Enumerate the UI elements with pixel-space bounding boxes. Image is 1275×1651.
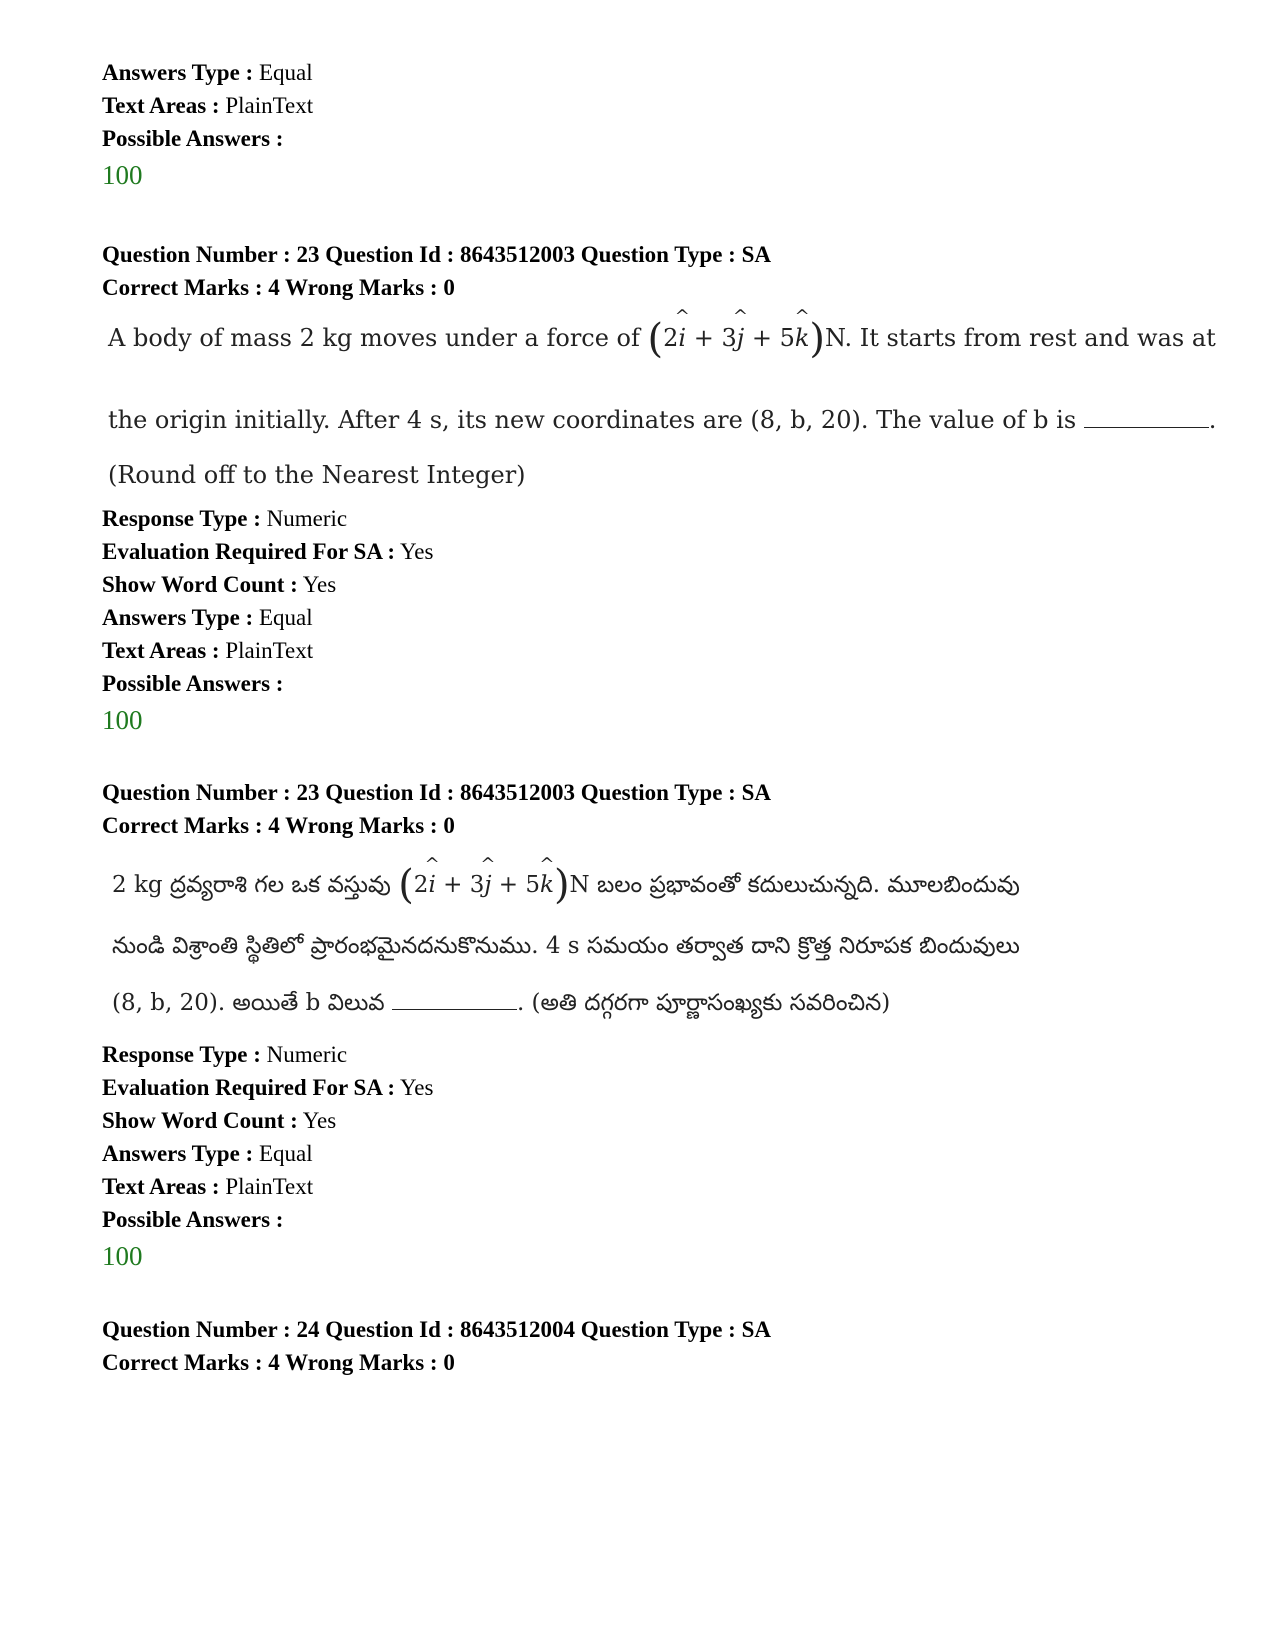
question-text-line-1-te: 2 kg ద్రవ్యరాశి గల ఒక వస్తువు (2 ^ i + 3 ^ j + 5 ^ k)N బలం ప్రభావంతో కదులుచున్నది. మూలబిందువు [112, 854, 1020, 908]
paren-open: ( [398, 862, 414, 908]
text-areas-label: Text Areas : [102, 93, 220, 118]
question-text-pre: A body of mass 2 kg moves under a force of [108, 324, 640, 352]
answers-type-row: Answers Type : Equal [102, 605, 313, 630]
unit-vector-j: ^ j [480, 854, 496, 898]
question-header: Question Number : 23 Question Id : 8643512003 Question Type : SA [102, 780, 771, 805]
question-meta-q23-te [102, 1038, 1182, 1274]
question-header-q24 [102, 1313, 1182, 1379]
question-text-pre: 2 kg ద్రవ్యరాశి గల ఒక వస్తువు [112, 872, 391, 898]
answers-type-label: Answers Type : [102, 60, 254, 85]
unit-vector-i: ^ i [674, 306, 690, 352]
previous-question-tail [102, 56, 1182, 193]
possible-answers-row: Possible Answers : [102, 671, 284, 696]
possible-answer-value: 100 [102, 705, 143, 735]
marks-line: Correct Marks : 4 Wrong Marks : 0 [102, 275, 455, 300]
paren-close: ) [809, 316, 825, 362]
text-areas-row: Text Areas : PlainText [102, 638, 314, 663]
text-areas-row [102, 89, 1182, 122]
answers-type-value: Equal [258, 60, 313, 85]
question-meta-q23-en [102, 502, 1182, 738]
question-header: Question Number : 24 Question Id : 8643512004 Question Type : SA [102, 1317, 771, 1342]
question-text-post: N బలం ప్రభావంతో కదులుచున్నది. మూలబిందువు [569, 872, 1020, 898]
question-header: Question Number : 23 Question Id : 8643512003 Question Type : SA [102, 242, 771, 267]
coef-1: 2 [663, 324, 679, 352]
unit-vector-k: ^ k [539, 854, 555, 898]
question-text-post: N. It starts from rest and was at [825, 324, 1216, 352]
question-text-line-3: (Round off to the Nearest Integer) [108, 461, 526, 489]
marks-line: Correct Marks : 4 Wrong Marks : 0 [102, 813, 455, 838]
answer-blank [392, 991, 517, 1010]
marks-line: Correct Marks : 4 Wrong Marks : 0 [102, 1350, 455, 1375]
evaluation-row: Evaluation Required For SA : Yes [102, 1075, 434, 1100]
answer-blank [1084, 409, 1209, 428]
response-type-row: Response Type : Numeric [102, 1042, 348, 1067]
paren-open: ( [647, 316, 664, 362]
answers-type-row [102, 56, 1182, 89]
unit-vector-i: ^ i [424, 854, 440, 898]
possible-answer-value: 100 [102, 160, 143, 190]
question-header-q23-en [102, 238, 1182, 304]
possible-answers-label: Possible Answers : [102, 126, 284, 151]
response-type-row: Response Type : Numeric [102, 506, 348, 531]
evaluation-row: Evaluation Required For SA : Yes [102, 539, 434, 564]
question-text: the origin initially. After 4 s, its new coordinates are (8, b, 20). The value of b is [108, 406, 1077, 434]
question-text-line-2-te: నుండి విశ్రాంతి స్థితిలో ప్రారంభమైనదనుకొనుము. 4 s సమయం తర్వాత దాని క్రొత్త నిరూపక బిందువులు [112, 933, 1020, 959]
word-count-row: Show Word Count : Yes [102, 1108, 337, 1133]
possible-answers-row: Possible Answers : [102, 1207, 284, 1232]
word-count-row: Show Word Count : Yes [102, 572, 337, 597]
possible-answers-row [102, 122, 1182, 155]
paren-close: ) [553, 862, 570, 908]
text-areas-value: PlainText [225, 93, 314, 118]
possible-answer-value: 100 [102, 1241, 143, 1271]
question-text-line-1 [108, 306, 1216, 362]
text-areas-row: Text Areas : PlainText [102, 1174, 314, 1199]
coef-2: + 3 [686, 324, 737, 352]
unit-vector-k: ^ k [794, 306, 810, 352]
answers-type-row: Answers Type : Equal [102, 1141, 313, 1166]
coef-3: + 5 [744, 324, 795, 352]
question-header-q23-te [102, 776, 1182, 842]
question-text-line-3-te: (8, b, 20). అయితే b విలువ . (అతి దగ్గరగా పూర్ణాసంఖ్యకు సవరించిన) [112, 990, 891, 1016]
question-text-line-2: the origin initially. After 4 s, its new coordinates are (8, b, 20). The value of b is . [108, 406, 1217, 434]
unit-vector-j: ^ j [732, 306, 749, 352]
